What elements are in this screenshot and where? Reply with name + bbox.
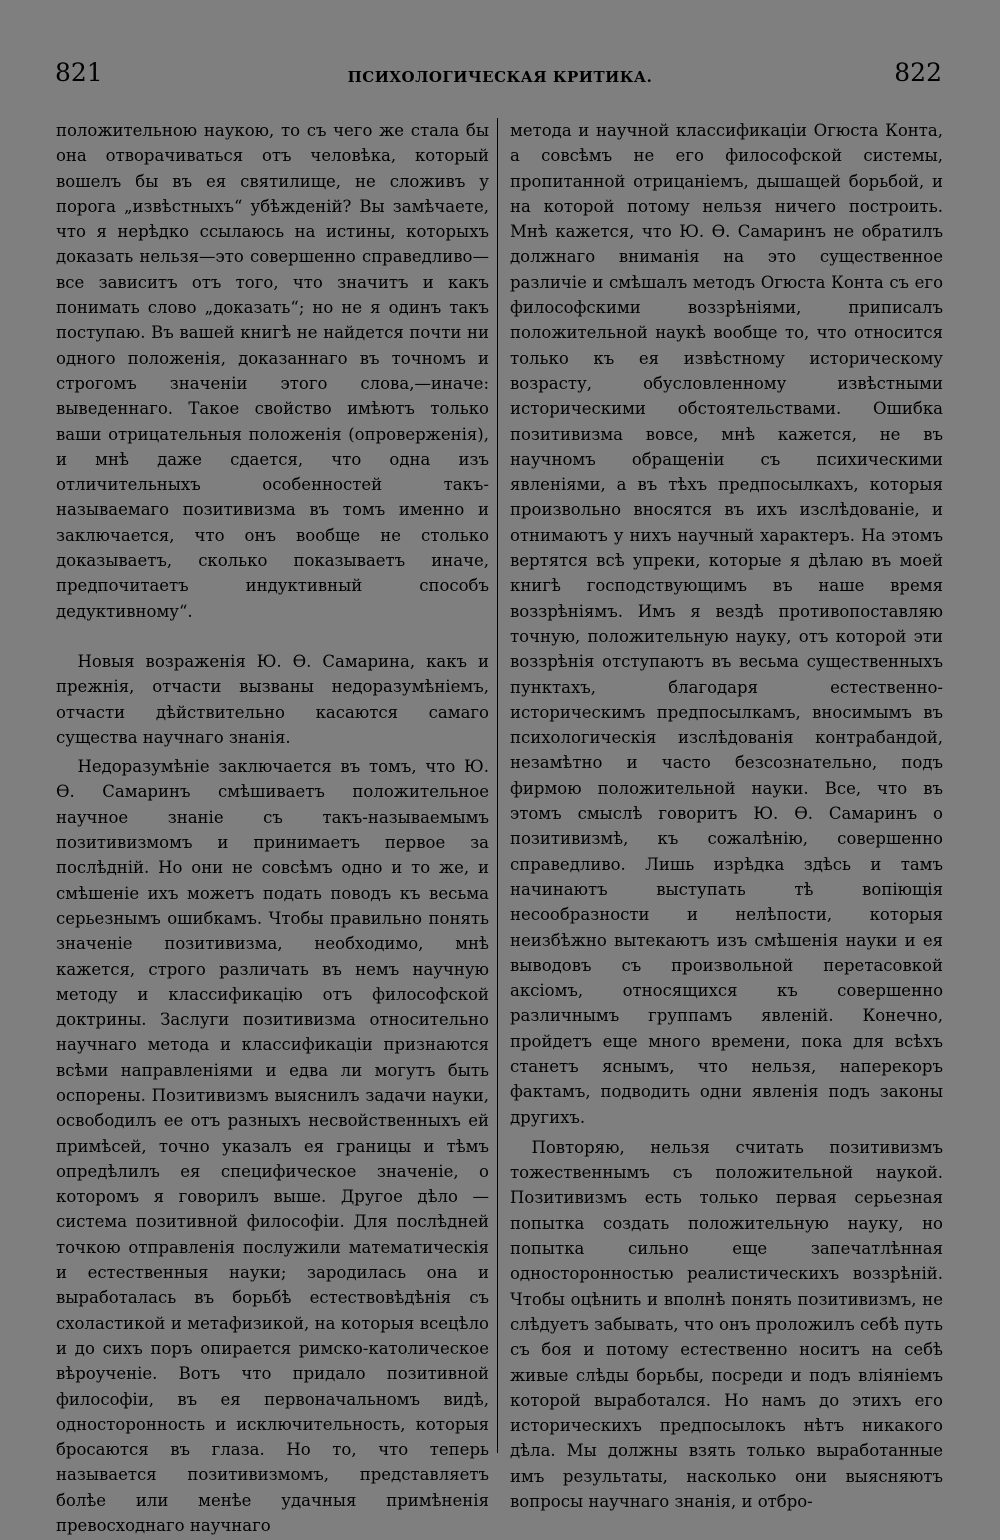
right-column — [510, 118, 943, 1514]
page-number-right: 822 — [894, 58, 942, 87]
paragraph: метода и научной классификаціи Огюста Конта, а совсѣмъ не его философской системы, пропитанной отрицаніемъ, дышащей борьбой, и на которой потому нельзя ничего построить. Мнѣ кажется, что Ю. Ѳ. Самаринъ не обратилъ должнаго вниманія на это существенное различіе и смѣшалъ методъ Огюста Конта съ его философскими воззрѣніями, приписалъ положительной наукѣ вообще то, что относится только къ ея извѣстному историческому возрасту, обусловленному извѣстными историческими обстоятельствами. Ошибка позитивизма вовсе, мнѣ кажется, не въ научномъ обращеніи съ психическими явленіями, а въ тѣхъ предпосылкахъ, которыя произвольно вносятся въ ихъ изслѣдованіе, и отнимаютъ у нихъ научный характеръ. На этомъ вертятся всѣ упреки, которые я дѣлаю въ моей книгѣ господствующимъ въ наше время воззрѣніямъ. Имъ я вездѣ противопоставляю точную, положительную науку, отъ которой эти воззрѣнія отступаютъ въ весьма существенныхъ пунктахъ, благодаря естественно-историческимъ предпосылкамъ, вносимымъ въ психологическія изслѣдованія контрабандой, незамѣтно и часто безсознательно, подъ фирмою положительной науки. Все, что въ этомъ смыслѣ говоритъ Ю. Ѳ. Самаринъ о позитивизмѣ, къ сожалѣнію, совершенно справедливо. Лишь изрѣдка здѣсь и тамъ начинаютъ выступать тѣ вопіющія несообразности и нелѣпости, которыя неизбѣжно вытекаютъ изъ смѣшенія науки и ея выводовъ съ произвольной перетасовкой аксіомъ, относящихся къ совершенно различнымъ группамъ явленій. Конечно, пройдетъ еще много времени, пока для всѣхъ станетъ яснымъ, что нельзя, наперекоръ фактамъ, подводить одни явленія подъ законы другихъ. — [510, 121, 943, 1127]
paragraph: Новыя возраженія Ю. Ѳ. Самарина, какъ и прежнія, отчасти вызваны недоразумѣніемъ, отчасти дѣйствительно касаются самаго существа научнаго знанія. — [56, 651, 489, 747]
page-number-left: 821 — [55, 58, 103, 87]
column-divider — [497, 118, 498, 1453]
paragraph: положительною наукою, то съ чего же стала бы она отворачиваться отъ человѣка, который вошелъ бы въ ея святилище, не сложивъ у порога „извѣстныхъ“ убѣжденій? Вы замѣчаете, что я нерѣдко ссылаюсь на истины, которыхъ доказать нельзя—это совершенно справедливо—все зависитъ отъ того, что значитъ и какъ понимать слово „доказать“; но не я одинъ такъ поступаю. Въ вашей книгѣ не найдется почти ни одного положенія, доказаннаго въ точномъ и строгомъ значеніи этого слова,—иначе: выведеннаго. Такое свойство имѣютъ только ваши отрицательныя положенія (опроверженія), и мнѣ даже сдается, что одна изъ отличительныхъ особенностей такъ-называемаго позитивизма въ томъ именно и заключается, что онъ вообще не столько доказываетъ, сколько показываетъ иначе, предпочитаетъ индуктивный способъ дедуктивному“. — [56, 121, 489, 621]
paragraph: Недоразумѣніе заключается въ томъ, что Ю. Ѳ. Самаринъ смѣшиваетъ положительное научное знаніе съ такъ-называемымъ позитивизмомъ и принимаетъ первое за послѣдній. Но они не совсѣмъ одно и то же, и смѣшеніе ихъ можетъ подать поводъ къ весьма серьезнымъ ошибкамъ. Чтобы правильно понять значеніе позитивизма, необходимо, мнѣ кажется, строго различать въ немъ научную методу и классификацію отъ философской доктрины. Заслуги позитивизма относительно научнаго метода и классификаціи признаются всѣми направленіями и едва ли могутъ быть оспорены. Позитивизмъ выяснилъ задачи науки, освободилъ ее отъ разныхъ несвойственныхъ ей примѣсей, точно указалъ ея границы и тѣмъ опредѣлилъ ея специфическое значеніе, о которомъ я говорилъ выше. Другое дѣло — система позитивной философіи. Для послѣдней точкою отправленія послужили математическія и естественныя науки; зародилась она и выработалась въ борьбѣ естествовѣдѣнія съ схоластикой и метафизикой, на которыя всецѣло и до сихъ поръ опирается римско-католическое вѣроученіе. Вотъ что придало позитивной философіи, въ ея первоначальномъ видѣ, односторонность и исключительность, которыя бросаются въ глаза. Но то, что теперь называется позитивизмомъ, представляетъ болѣе или менѣе удачныя примѣненія превосходнаго научнаго — [56, 757, 489, 1536]
running-title: ПСИХОЛОГИЧЕСКАЯ КРИТИКА. — [347, 68, 653, 86]
left-column — [56, 118, 489, 1538]
paragraph: Повторяю, нельзя считать позитивизмъ тожественнымъ съ положительной наукой. Позитивизмъ есть только первая серьезная попытка создать положительную науку, но попытка сильно еще запечатлѣнная односторонностью реалистическихъ воззрѣній. Чтобы оцѣнить и вполнѣ понять позитивизмъ, не слѣдуетъ забывать, что онъ проложилъ себѣ путь съ боя и потому естественно носитъ на себѣ живые слѣды борьбы, посреди и подъ вліяніемъ которой выработался. Но намъ до этихъ его историческихъ предпосылокъ нѣтъ никакого дѣла. Мы должны взять только выработанные имъ результаты, насколько они выясняютъ вопросы научнаго знанія, и отбро- — [510, 1137, 943, 1512]
